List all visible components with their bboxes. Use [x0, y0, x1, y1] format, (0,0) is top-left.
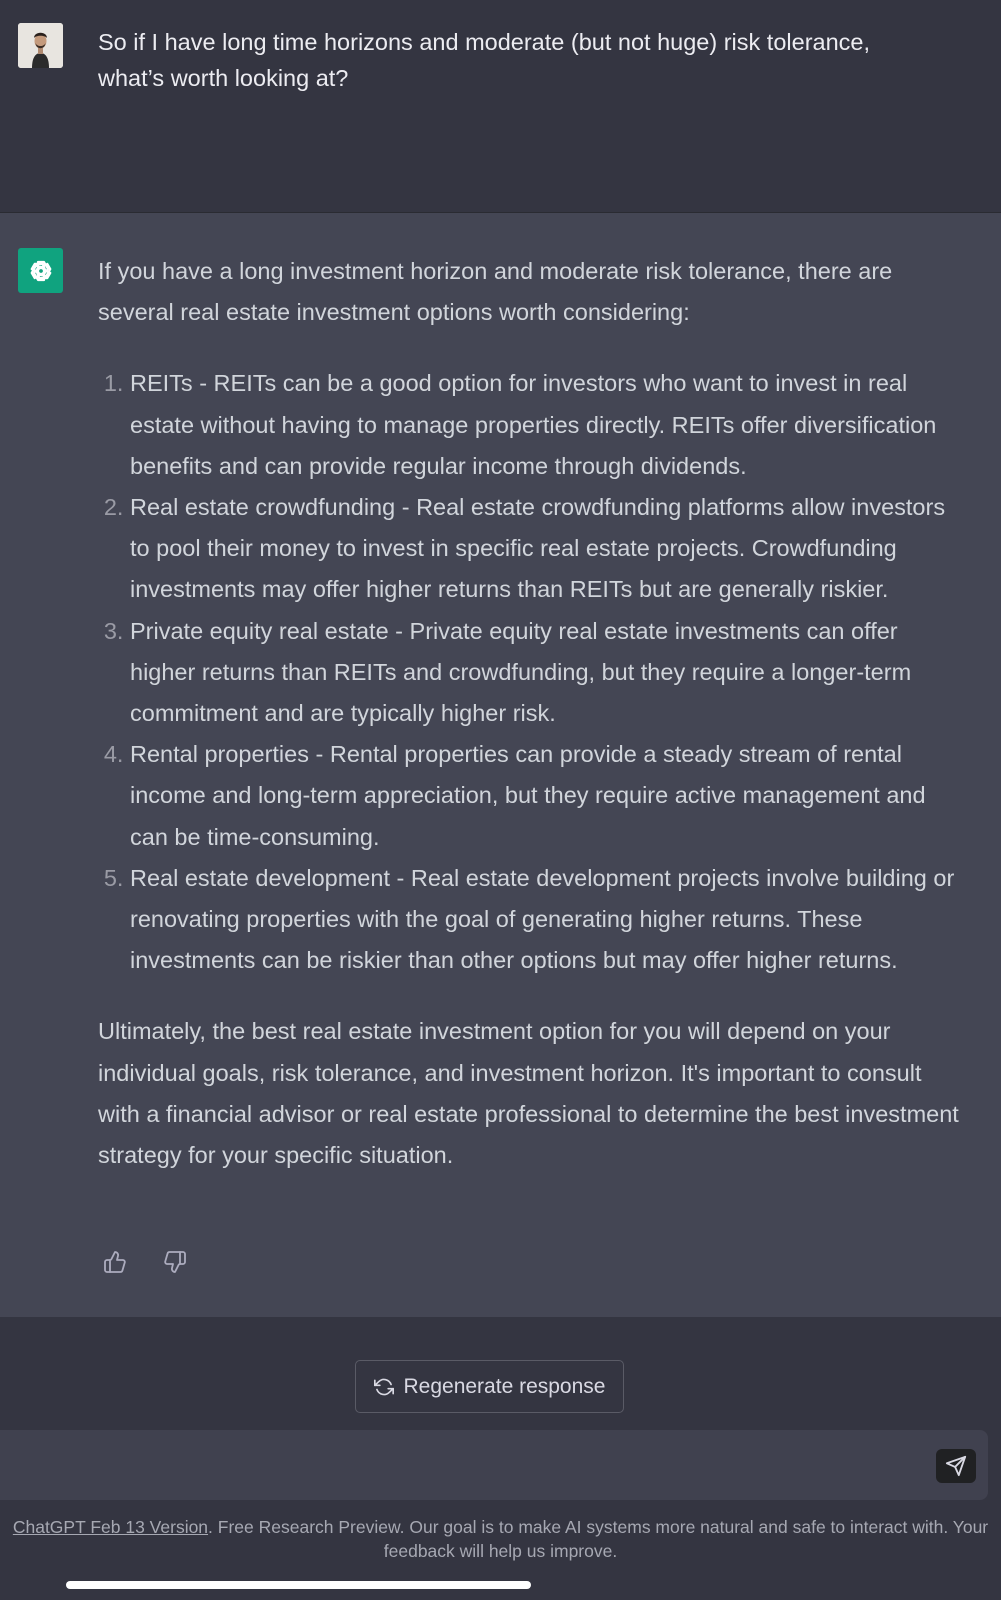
list-item: 1. REITs - REITs can be a good option for investors who want to invest in real estate without having to manage properties directly. REITs offer diversification benefits and can provide regular income through dividends.: [130, 363, 968, 487]
chatgpt-logo-icon: [18, 248, 63, 293]
feedback-buttons: [102, 1249, 188, 1275]
list-item: 3. Private equity real estate - Private equity real estate investments can offer higher returns than REITs and crowdfunding, but they require a longer-term commitment and are typically higher risk.: [130, 611, 968, 735]
user-message: [0, 0, 1001, 213]
thumbs-up-icon: [103, 1250, 127, 1274]
user-avatar: [18, 23, 63, 68]
list-item: 5. Real estate development - Real estate development projects involve building or renovating properties with the goal of generating higher returns. These investments can be riskier than other options but may offer higher returns.: [130, 858, 968, 982]
thumbs-down-icon: [163, 1250, 187, 1274]
answer-list: [98, 363, 968, 981]
home-indicator: [66, 1581, 531, 1589]
send-icon: [945, 1455, 967, 1477]
regenerate-response-button[interactable]: [355, 1360, 624, 1413]
footer-disclaimer: [0, 1515, 1001, 1563]
answer-conclusion: Ultimately, the best real estate investment option for you will depend on your individual goals, risk tolerance, and investment horizon. It's important to consult with a financial advisor or real estate professional to determine the best investment strategy for your specific situation.: [98, 1018, 959, 1169]
assistant-message-content: [98, 251, 968, 1176]
message-composer: [0, 1430, 988, 1500]
thumbs-down-button[interactable]: [162, 1249, 188, 1275]
list-item: 4. Rental properties - Rental properties can provide a steady stream of rental income and long-term appreciation, but they require active management and can be time-consuming.: [130, 734, 968, 858]
assistant-message: [0, 213, 1001, 1317]
refresh-icon: [374, 1377, 394, 1397]
send-button[interactable]: [936, 1449, 976, 1483]
regenerate-response-label: Regenerate response: [403, 1374, 606, 1398]
answer-intro: If you have a long investment horizon and moderate risk tolerance, there are several real estate investment options worth considering:: [98, 258, 893, 326]
message-input[interactable]: [20, 1448, 904, 1486]
list-item: 2. Real estate crowdfunding - Real estate crowdfunding platforms allow investors to pool their money to invest in specific real estate projects. Crowdfunding investments may offer higher returns than REITs but are generally riskier.: [130, 487, 968, 611]
thumbs-up-button[interactable]: [102, 1249, 128, 1275]
user-message-text: So if I have long time horizons and moderate (but not huge) risk tolerance, what’s worth looking at?: [98, 29, 871, 91]
version-link[interactable]: ChatGPT Feb 13 Version: [12, 1517, 209, 1537]
footer-text: . Free Research Preview. Our goal is to make AI systems more natural and safe to interact with. Your feedback will help us improve.: [208, 1517, 989, 1561]
